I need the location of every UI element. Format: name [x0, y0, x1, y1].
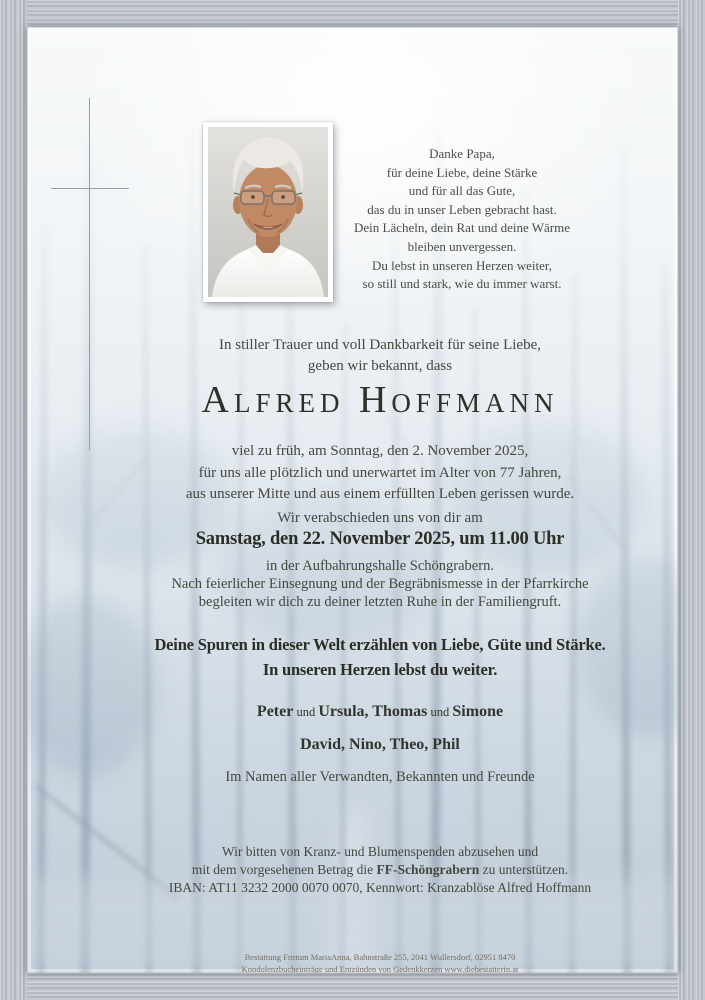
donation-iban-line: IBAN: AT11 3232 2000 0070 0070, Kennwort: Kranzablöse Alfred Hoffmann [168, 880, 592, 895]
text-segment: und [427, 705, 453, 719]
intro-line: In stiller Trauer und voll Dankbarkeit für seine Liebe, [218, 337, 541, 353]
death-notice [82, 441, 678, 506]
death-line: viel zu früh, am Sonntag, den 2. November 2025, [231, 443, 529, 459]
frame-top [0, 0, 705, 27]
text-segment: FF-Schöngrabern [376, 862, 480, 877]
poem-line: für deine Liebe, deine Stärke [386, 164, 538, 180]
announcement-intro [82, 335, 678, 377]
poem-line: das du in unser Leben gebracht hast. [367, 201, 557, 217]
frame-bottom [0, 973, 705, 1000]
intro-line: geben wir bekannt, dass [307, 358, 453, 374]
frame-left [0, 0, 27, 1000]
donation-line [82, 861, 678, 879]
text-segment: mit dem vorgesehenen Betrag die [191, 862, 377, 877]
deceased-name: Alfred Hoffmann [201, 379, 559, 421]
tribute-line: In unseren Herzen lebst du weiter. [262, 660, 498, 679]
mourners-grandchildren: David, Nino, Theo, Phil [300, 736, 460, 753]
funeral-home-footer [82, 951, 678, 973]
death-line: aus unserer Mitte und aus einem erfüllten Leben gerissen wurde. [185, 486, 575, 502]
poem-line: bleiben unvergessen. [407, 238, 517, 254]
tribute-verse [82, 635, 678, 685]
memorial-card [27, 27, 678, 973]
poem-line: Du lebst in unseren Herzen weiter, [372, 257, 552, 273]
text-segment: und [293, 705, 319, 719]
text-segment: zu unterstützen. [479, 862, 569, 877]
mourners-relatives: Im Namen aller Verwandten, Bekannten und Freunde [225, 769, 535, 785]
text-segment: Peter [256, 703, 294, 720]
poem-line: so still und stark, wie du immer warst. [362, 276, 562, 292]
donation-line: Wir bitten von Kranz- und Blumenspenden abzusehen und [221, 844, 539, 859]
ceremony-details [82, 557, 678, 611]
venue-line: begleiten wir dich zu deiner letzten Ruhe in der Familiengruft. [198, 594, 562, 610]
death-line: für uns alle plötzlich und unerwartet im Alter von 77 Jahren, [198, 464, 562, 481]
mourners-children [82, 703, 678, 721]
donation-request [82, 843, 678, 897]
text-segment: Simone [452, 703, 504, 720]
ceremony-datetime: Samstag, den 22. November 2025, um 11.00 Uhr [195, 529, 565, 549]
poem-line: Dein Lächeln, dein Rat und deine Wärme [354, 220, 570, 236]
frame-right [678, 0, 705, 1000]
venue-line: in der Aufbahrungshalle Schöngrabern. [266, 558, 494, 574]
venue-line: Nach feierlicher Einsegnung und der Begräbnismesse in der Pfarrkirche [171, 576, 589, 592]
funeral-home-address: Bestattung Frittum MariaAnna, Bahnstraße 255, 2041 Wullersdorf, 02951 8470 [244, 952, 516, 962]
poem-line: und für all das Gute, [408, 183, 516, 199]
tribute-line: Deine Spuren in dieser Welt erzählen von Liebe, Güte und Stärke. [154, 635, 606, 654]
text-segment: Ursula, Thomas [318, 703, 428, 720]
condolence-website: Kondolenzbucheinträge und Entzünden von Gedenkkerzen www.diebestatterin.at [241, 964, 519, 973]
announcement-column [82, 27, 678, 973]
farewell-intro: Wir verabschieden uns von dir am [277, 510, 483, 526]
poem-line: Danke Papa, [429, 146, 495, 161]
